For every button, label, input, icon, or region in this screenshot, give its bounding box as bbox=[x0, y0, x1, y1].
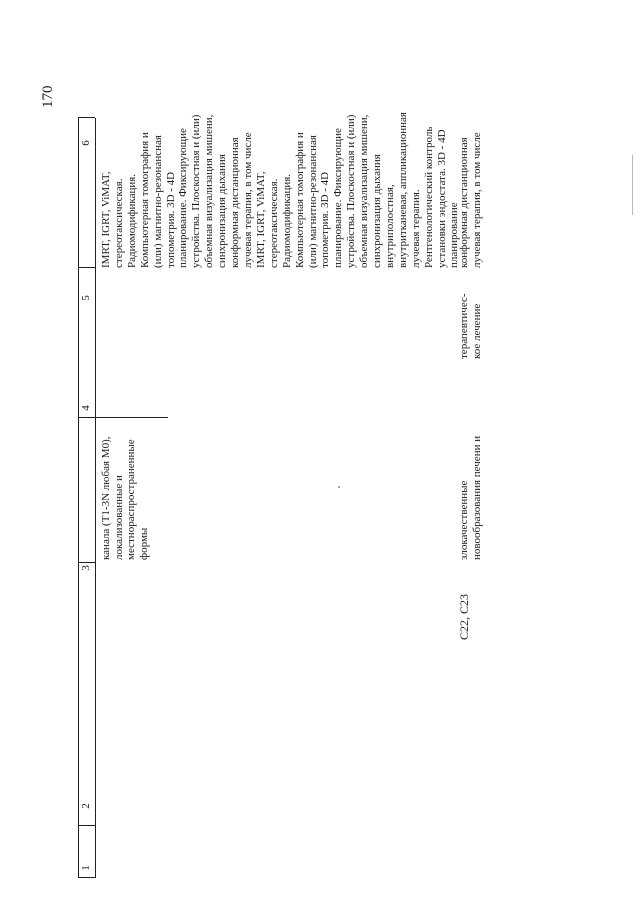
page-number: 170 bbox=[40, 85, 56, 108]
cell-line: Компьютерная томография и bbox=[138, 132, 151, 268]
cell-line: терапевтичес- bbox=[458, 293, 470, 359]
cell-line: синхронизация дыхания bbox=[371, 154, 384, 268]
row1-col6-cell bbox=[100, 112, 461, 268]
cell-line: локализованные и bbox=[112, 475, 125, 560]
row2-col4-cell bbox=[458, 436, 483, 560]
row1-col4-cell bbox=[100, 437, 151, 560]
cell-line: IMRT, IGRT, ViMAT, bbox=[254, 171, 267, 268]
cell-line: Радиомодификация. bbox=[125, 173, 138, 268]
cell-line: IMRT, IGRT, ViMAT, bbox=[100, 171, 112, 268]
cell-line: внутритканевая, аппликационная bbox=[396, 112, 409, 268]
scan-speck bbox=[338, 486, 340, 488]
column-number: 4 bbox=[80, 405, 92, 411]
cell-line: Рентгенологический контроль bbox=[422, 126, 435, 268]
cell-line: (или) магнитно-резонансная bbox=[151, 135, 164, 268]
cell-line: объемная визуализация мишени, bbox=[358, 114, 371, 268]
cell-line: (или) магнитно-резонансная bbox=[306, 135, 319, 268]
rotated-page bbox=[40, 58, 560, 878]
cell-line: устройства. Плоскостная и (или) bbox=[190, 114, 203, 268]
cell-line: лучевая терапия, в том числе bbox=[470, 132, 483, 268]
cell-line: канала (T1-3N любая M0), bbox=[100, 436, 112, 560]
cell-line: кое лечение bbox=[470, 303, 483, 359]
scan-edge-mark bbox=[632, 155, 633, 215]
column-number: 2 bbox=[80, 803, 92, 809]
cell-line: топометрия. 3D - 4D bbox=[164, 171, 177, 268]
cell-line: синхронизация дыхания bbox=[216, 154, 229, 268]
cell-line: лучевая терапия. bbox=[409, 189, 422, 268]
table-top-rule bbox=[78, 118, 79, 878]
cell-line: стереотаксическая. bbox=[112, 178, 125, 268]
cell-line: конформная дистанционная bbox=[458, 137, 470, 268]
cell-line: Компьютерная томография и bbox=[293, 132, 306, 268]
cell-line: новообразования печени и bbox=[470, 435, 483, 560]
cell-line: топометрия. 3D - 4D bbox=[319, 171, 332, 268]
cell-line: планирование. Фиксирующие bbox=[332, 128, 345, 268]
table-header-rule bbox=[95, 118, 96, 878]
column-number: 3 bbox=[80, 565, 92, 571]
row2-col3-cell: C22, C23 bbox=[457, 593, 471, 640]
cell-line: установки эндостата. 3D - 4D bbox=[435, 129, 448, 268]
row2-col6-cell bbox=[458, 132, 483, 268]
cell-line: устройства. Плоскостная и (или) bbox=[345, 114, 358, 268]
row2-col5-cell bbox=[458, 293, 483, 359]
cell-line: планирование. Фиксирующие bbox=[177, 128, 190, 268]
cell-line: формы bbox=[138, 527, 151, 560]
cell-line: объемная визуализация мишени, bbox=[203, 114, 216, 268]
cell-line: Радиомодификация. bbox=[280, 173, 293, 268]
cell-line: планирование bbox=[448, 202, 461, 268]
cell-line: внутриполостная, bbox=[383, 184, 396, 268]
column-number: 6 bbox=[80, 140, 92, 146]
cell-line: местнораспространенные bbox=[125, 439, 138, 560]
cell-line: лучевая терапия, в том числе bbox=[241, 132, 254, 268]
col-divider bbox=[78, 267, 95, 268]
col-divider bbox=[78, 825, 95, 826]
cell-line: злокачественные bbox=[458, 480, 470, 560]
cell-line: стереотаксическая. bbox=[267, 178, 280, 268]
col-divider bbox=[78, 117, 95, 118]
column-number: 5 bbox=[80, 295, 92, 301]
column-number: 1 bbox=[80, 865, 92, 871]
cell-line: конформная дистанционная bbox=[229, 137, 242, 268]
